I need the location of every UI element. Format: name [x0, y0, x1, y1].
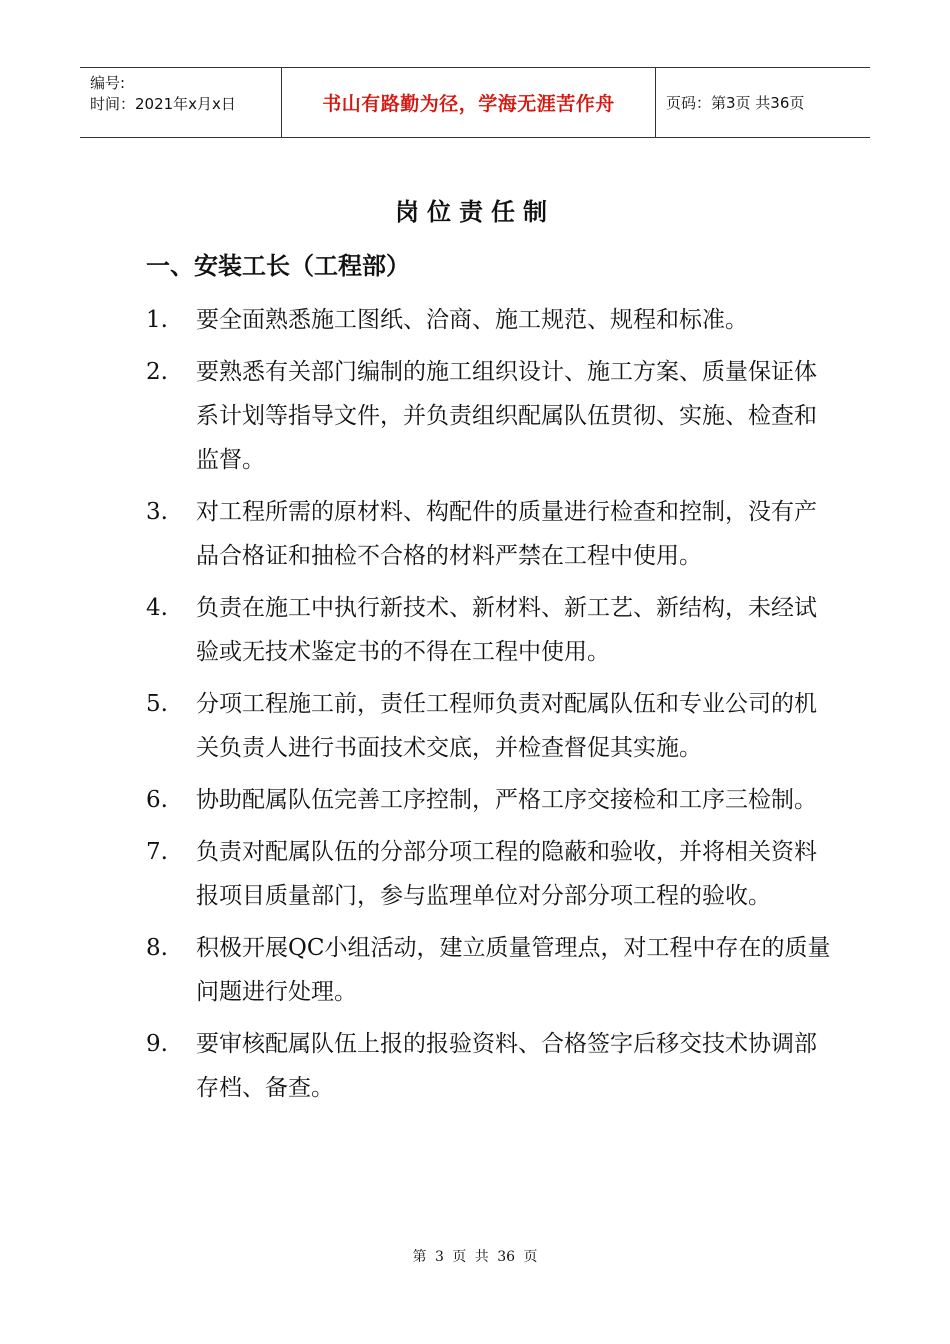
item-number: 4.: [146, 595, 168, 621]
list-item: [146, 1022, 836, 1110]
list-item: [146, 298, 836, 342]
item-number: 5.: [146, 691, 168, 717]
list-item: [146, 778, 836, 822]
item-text: 对工程所需的原材料、构配件的质量进行检查和控制，没有产品合格证和抽检不合格的材料严禁在工程中使用。: [196, 499, 817, 569]
item-text: 积极开展QC小组活动，建立质量管理点，对工程中存在的质量问题进行处理。: [196, 935, 831, 1005]
item-number: 8.: [146, 935, 168, 961]
responsibility-list: [146, 298, 836, 1118]
header-meta: [90, 73, 236, 115]
page-footer: 第 3 页 共 36 页: [412, 1249, 538, 1265]
list-item: [146, 586, 836, 674]
section-heading: 一、安装工长（工程部）: [146, 252, 410, 280]
item-number: 3.: [146, 499, 168, 525]
header-divider: [655, 68, 656, 137]
list-item: [146, 830, 836, 918]
page-header: [80, 67, 870, 138]
header-page-info: 页码：第3页 共36页: [666, 94, 805, 112]
serial-label: 编号:: [90, 74, 126, 92]
item-number: 9.: [146, 1031, 168, 1057]
header-motto: 书山有路勤为径，学海无涯苦作舟: [322, 93, 615, 115]
time-label: 时间：2021年x月x日: [90, 95, 236, 113]
item-text: 要熟悉有关部门编制的施工组织设计、施工方案、质量保证体系计划等指导文件，并负责组织配属队伍贯彻、实施、检查和监督。: [196, 359, 817, 473]
item-number: 7.: [146, 839, 168, 865]
list-item: [146, 490, 836, 578]
item-text: 负责在施工中执行新技术、新材料、新工艺、新结构，未经试验或无技术鉴定书的不得在工程中使用。: [196, 595, 817, 665]
item-number: 1.: [146, 307, 168, 333]
document-title: 岗位责任制: [395, 198, 555, 226]
list-item: [146, 682, 836, 770]
item-text: 分项工程施工前，责任工程师负责对配属队伍和专业公司的机关负责人进行书面技术交底，并检查督促其实施。: [196, 691, 817, 761]
item-text: 要全面熟悉施工图纸、洽商、施工规范、规程和标准。: [196, 307, 748, 333]
list-item: [146, 350, 836, 482]
item-text: 要审核配属队伍上报的报验资料、合格签字后移交技术协调部存档、备查。: [196, 1031, 817, 1101]
list-item: [146, 926, 836, 1014]
item-number: 6.: [146, 787, 168, 813]
item-text: 负责对配属队伍的分部分项工程的隐蔽和验收，并将相关资料报项目质量部门，参与监理单位对分部分项工程的验收。: [196, 839, 817, 909]
item-number: 2.: [146, 359, 168, 385]
item-text: 协助配属队伍完善工序控制，严格工序交接检和工序三检制。: [196, 787, 817, 813]
